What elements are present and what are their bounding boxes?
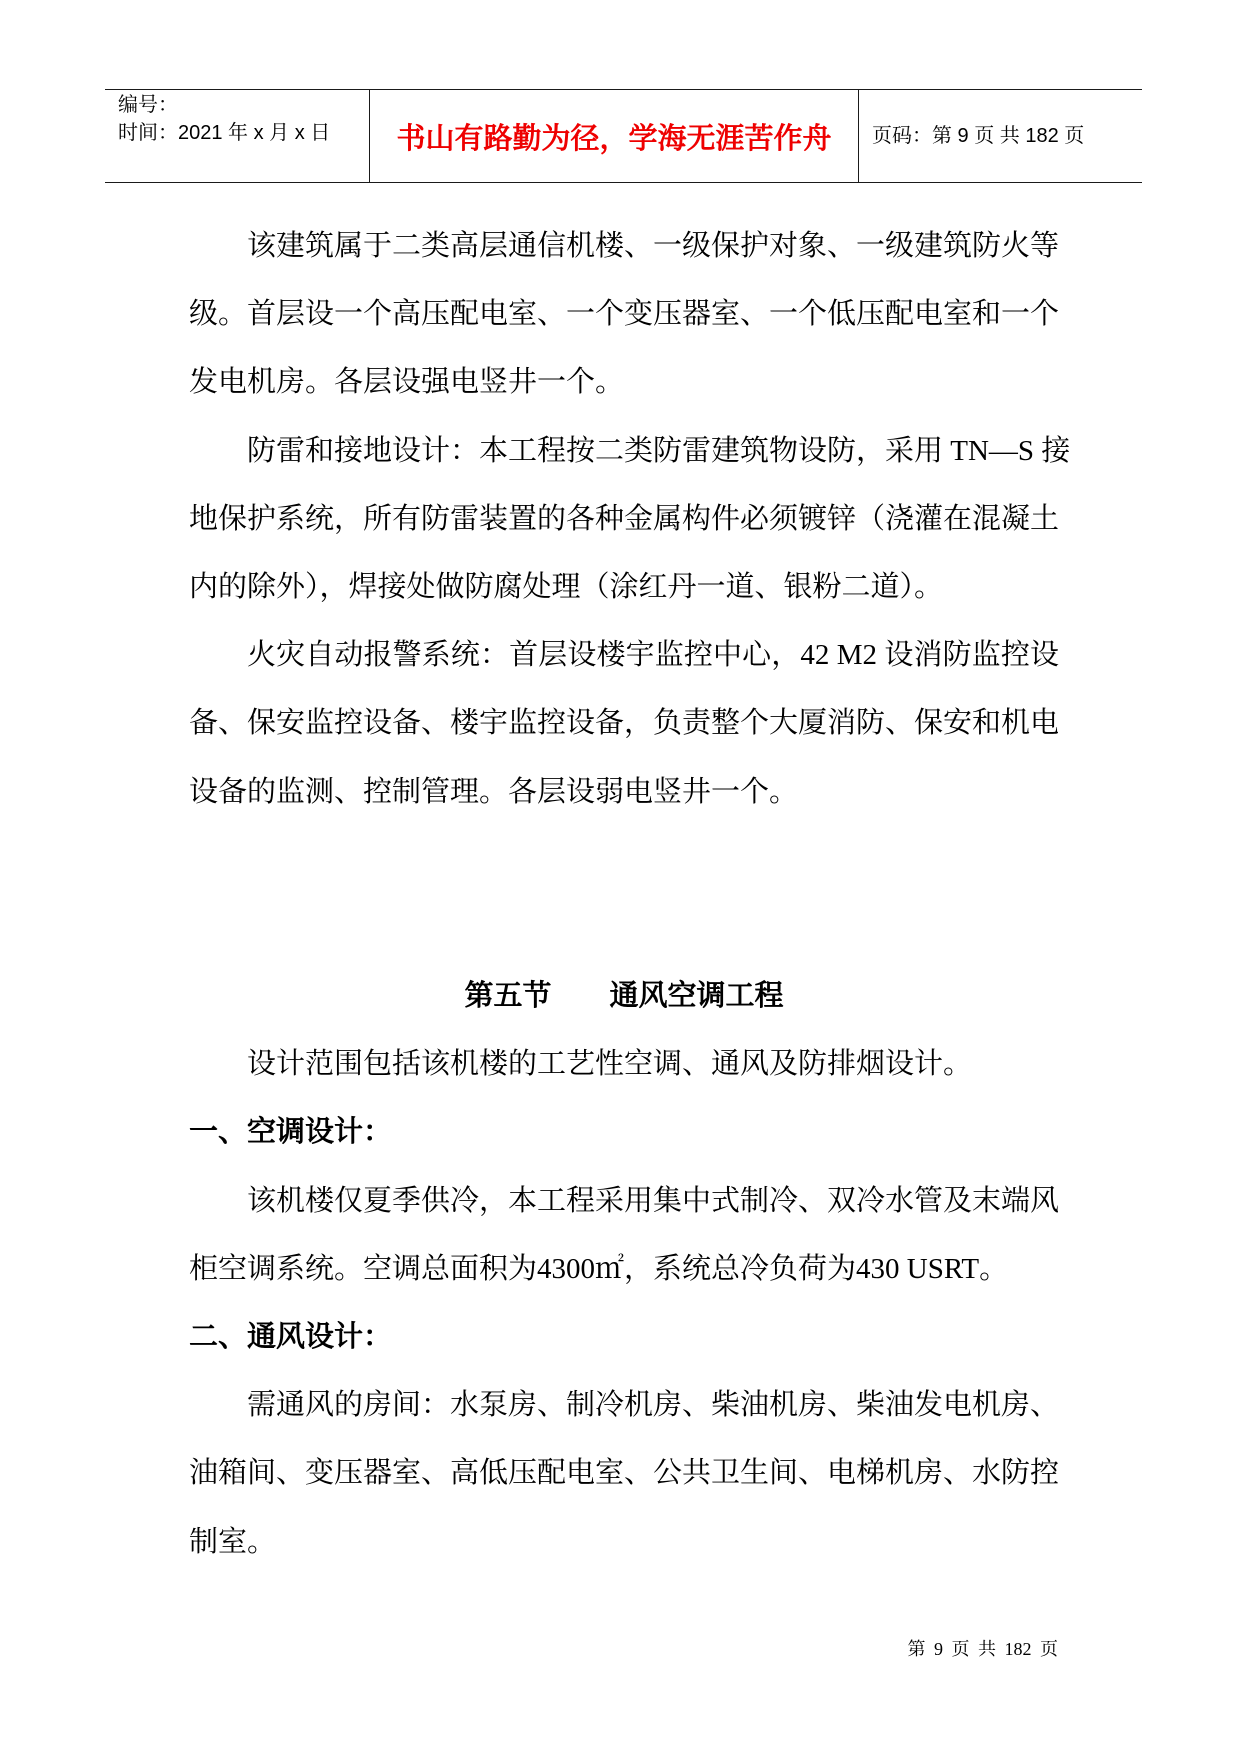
date-label: 时间：2021 年 x 月 x 日 [118,122,331,144]
section-number: 第五节 [464,980,552,1013]
paragraph-line: 制室。 [189,1525,277,1558]
page-header [105,89,1142,183]
paragraph-line: 该机楼仅夏季供冷，本工程采用集中式制冷、双冷水管及末端风 [247,1184,1060,1217]
body-paragraph [189,1167,1059,1303]
section-title: 通风空调工程 [609,980,784,1013]
header-divider [858,90,859,182]
paragraph-line: 地保护系统，所有防雷装置的各种金属构件必须镀锌（浇灌在混凝土 [189,502,1060,535]
paragraph-line: 设备的监测、控制管理。各层设弱电竖井一个。 [189,775,799,808]
paragraph-line: 发电机房。各层设强电竖井一个。 [189,366,625,399]
subsection-heading: 一、空调设计： [189,1116,393,1149]
body-paragraph: 设计范围包括该机楼的工艺性空调、通风及防排烟设计。 [247,1048,973,1081]
header-page-info: 页码：第 9 页 共 182 页 [872,125,1085,147]
paragraph-line: 柜空调系统。空调总面积为4300㎡，系统总冷负荷为430 USRT。 [189,1252,1009,1285]
header-right-cell [860,90,1142,182]
body-paragraph [189,417,1071,622]
document-body [189,212,1071,1576]
header-motto: 书山有路勤为径，学海无涯苦作舟 [396,122,832,155]
paragraph-line: 防雷和接地设计：本工程按二类防雷建筑物设防，采用 TN—S 接 [247,434,1071,467]
paragraph-line: 火灾自动报警系统：首层设楼宇监控中心，42 M2 设消防监控设 [247,639,1059,672]
header-left-cell [105,90,369,182]
paragraph-line: 需通风的房间：水泵房、制冷机房、柴油机房、柴油发电机房、 [247,1389,1060,1422]
header-middle-cell [370,90,858,182]
serial-number-label: 编号： [118,94,178,116]
page-footer: 第 9 页 共 182 页 [907,1639,1058,1659]
body-paragraph [189,621,1059,826]
body-paragraph [189,212,1059,417]
section-heading [189,962,1059,1030]
paragraph-line: 油箱间、变压器室、高低压配电室、公共卫生间、电梯机房、水防控 [189,1457,1060,1490]
paragraph-line: 级。首层设一个高压配电室、一个变压器室、一个低压配电室和一个 [189,298,1060,331]
subsection-heading: 二、通风设计： [189,1321,393,1354]
body-paragraph [189,1371,1059,1576]
paragraph-line: 备、保安监控设备、楼宇监控设备，负责整个大厦消防、保安和机电 [189,707,1060,740]
paragraph-line: 该建筑属于二类高层通信机楼、一级保护对象、一级建筑防火等 [247,230,1060,262]
paragraph-line: 内的除外），焊接处做防腐处理（涂红丹一道、银粉二道）。 [189,570,944,603]
blank-space [189,826,1059,962]
